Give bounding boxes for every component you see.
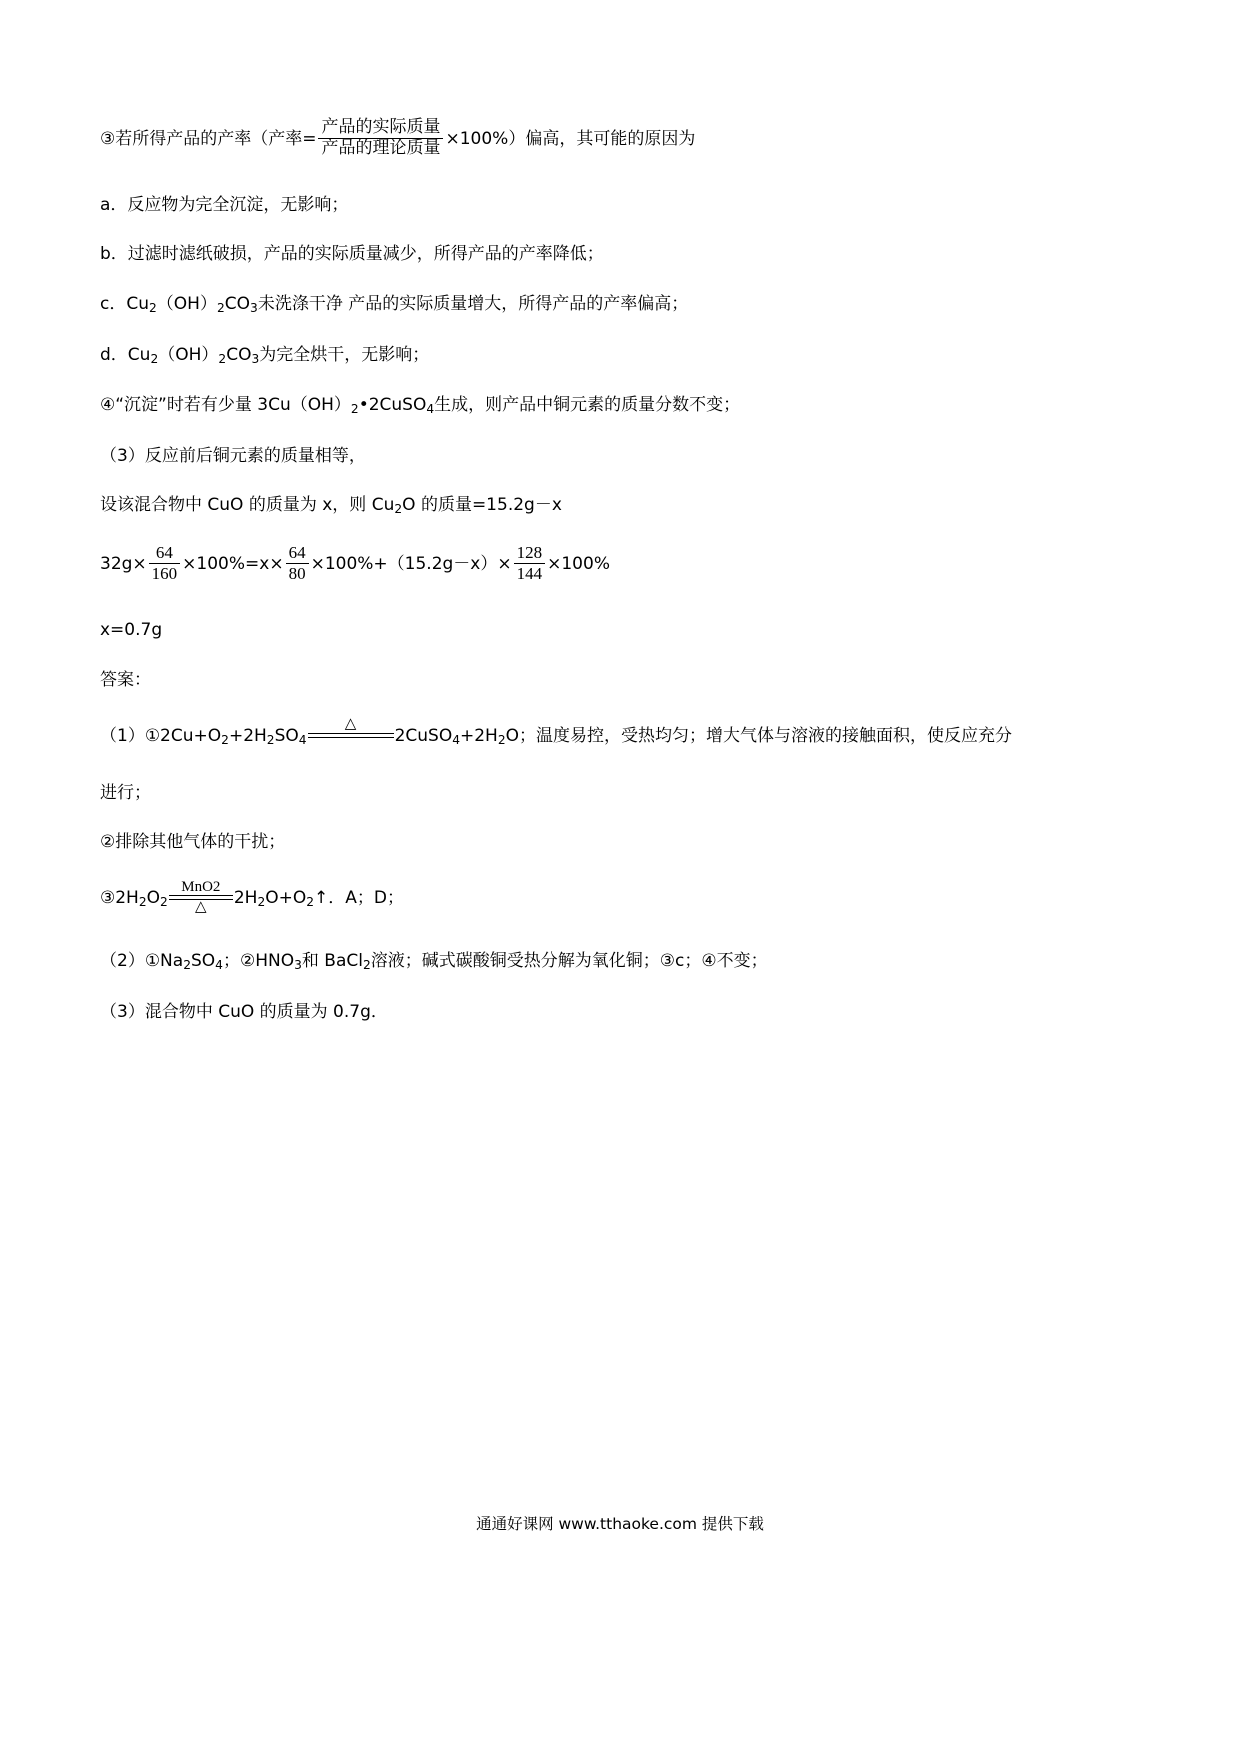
option-c-sub2: 2 — [216, 300, 225, 315]
answer-3-mid1: O — [146, 888, 161, 909]
page-footer — [0, 1512, 1240, 1534]
answer-heading-text: 答案： — [100, 669, 151, 690]
option-c-tail: 未洗涤干净 产品的实际质量增大，所得产品的产率偏高； — [257, 293, 689, 314]
answer-part-3 — [100, 1001, 1140, 1022]
answer-3-prefix: ③2H — [100, 888, 139, 909]
answer-1-sub1: 2 — [221, 732, 229, 747]
item-4-mid: •2CuSO — [358, 395, 427, 416]
option-d-prefix: d．Cu — [100, 344, 151, 365]
answer-1-sub3: 4 — [298, 732, 307, 747]
answer-1-sub4: 4 — [452, 732, 460, 747]
answer-part-2-sub4: 2 — [362, 958, 371, 973]
option-c-mid1: （OH） — [156, 293, 217, 314]
answer-part-2-mid2: ；②HNO — [222, 951, 295, 972]
option-d-tail: 为完全烘干，无影响； — [259, 344, 430, 365]
item-3-paren-text: （3）反应前后铜元素的质量相等， — [100, 446, 366, 467]
answer-3-sub1: 2 — [138, 895, 147, 910]
option-b-text: b．过滤时滤纸破损，产品的实际质量减少，所得产品的产率降低； — [100, 244, 604, 265]
item-4-prefix: ④“沉淀”时若有少量 3Cu（OH） — [100, 395, 351, 416]
answer-part-2-sub1: 2 — [183, 958, 191, 973]
answer-1-continued-text: 进行； — [100, 782, 151, 803]
option-d-sub3: 3 — [251, 351, 260, 366]
answer-1-mid3: +2H — [460, 725, 498, 746]
answer-2 — [100, 831, 1140, 852]
assumption-text — [100, 495, 562, 515]
reaction-arrow-mno2-below: △ — [195, 899, 207, 916]
option-c-mid2: CO — [224, 293, 251, 314]
option-d — [100, 344, 1140, 367]
assumption-prefix: 设该混合物中 CuO 的质量为 x，则 Cu — [100, 495, 395, 516]
answer-1-mid2: SO — [274, 725, 299, 746]
option-d-sub1: 2 — [150, 351, 159, 366]
answer-part-3-text: （3）混合物中 CuO 的质量为 0.7g． — [100, 1002, 388, 1023]
option-d-text — [100, 345, 429, 365]
yield-fraction-denominator: 产品的理论质量 — [321, 137, 441, 158]
assumption-sub: 2 — [394, 502, 403, 517]
yield-fraction-numerator: 产品的实际质量 — [318, 118, 443, 139]
answer-1-sub2: 2 — [266, 732, 275, 747]
equation-part-b: ×100%=x× — [182, 554, 284, 575]
yield-question-suffix: ×100%）偏高，其可能的原因为 — [445, 129, 696, 150]
answer-3-mid2: O+O — [265, 888, 307, 909]
reaction-arrow-heat-above: △ — [344, 716, 357, 733]
answer-1-sub5: 2 — [497, 732, 506, 747]
reaction-arrow-heat — [308, 717, 394, 753]
answer-3-sub2: 2 — [160, 895, 168, 910]
footer-text: 通通好课网 www.tthaoke.com 提供下载 — [476, 1515, 764, 1533]
item-4-text — [100, 395, 740, 415]
paragraph-yield-question — [100, 117, 1140, 160]
option-c — [100, 293, 1140, 316]
assumption-tail: O 的质量=15.2g－x — [402, 495, 562, 516]
answer-part-2-sub2: 4 — [215, 958, 223, 973]
answer-3-text — [100, 878, 405, 916]
answer-3-post: 2H — [233, 888, 258, 909]
yield-fraction — [318, 118, 443, 158]
yield-question-prefix: ③若所得产品的产率（产率= — [100, 129, 317, 150]
reaction-arrow-mno2-above: MnO2 — [181, 878, 221, 895]
equation-line — [100, 545, 1140, 585]
option-d-sub2: 2 — [218, 351, 227, 366]
answer-1-post: 2CuSO — [394, 725, 453, 746]
option-a — [100, 194, 1140, 215]
reaction-arrow-mno2 — [169, 880, 233, 916]
answer-1 — [100, 718, 1140, 754]
answer-part-2-text — [100, 951, 768, 971]
answer-1-mid4: O； — [505, 725, 537, 746]
document-body — [100, 117, 1140, 1050]
option-d-mid1: （OH） — [158, 344, 219, 365]
answer-part-2-prefix: （2）①Na — [100, 951, 184, 972]
item-4-sub2: 4 — [426, 402, 435, 417]
equation-fraction-2 — [286, 543, 309, 583]
assumption-line — [100, 494, 1140, 517]
answer-part-2-mid3: 和 BaCl — [301, 951, 363, 972]
item-4-sub1: 2 — [350, 402, 359, 417]
equation-part-a: 32g× — [100, 554, 147, 575]
answer-2-text: ②排除其他气体的干扰； — [100, 832, 286, 853]
answer-3-sub3: 2 — [257, 895, 266, 910]
equation-part-c: ×100%+（15.2g－x）× — [310, 554, 512, 575]
x-result — [100, 619, 1140, 640]
equation-part-d: ×100% — [547, 554, 610, 575]
answer-part-2-sub3: 3 — [294, 958, 302, 973]
option-c-sub1: 2 — [149, 300, 157, 315]
answer-part-2-mid1: SO — [191, 951, 216, 972]
answer-part-2-tail: 溶液；碱式碳酸铜受热分解为氧化铜；③c；④不变； — [370, 951, 768, 972]
answer-3 — [100, 878, 1140, 917]
answer-part-2 — [100, 950, 1140, 973]
answer-1-mid1: +2H — [228, 725, 267, 746]
option-d-mid2: CO — [226, 344, 252, 365]
answer-1-text — [100, 716, 1013, 747]
answer-1-continued — [100, 782, 1140, 803]
answer-1-tail: 温度易控，受热均匀；增大气体与溶液的接触面积，使反应充分 — [536, 725, 1013, 746]
x-result-text: x=0.7g — [100, 620, 163, 641]
equation-fraction-3-denominator: 144 — [516, 563, 543, 583]
equation-fraction-3-numerator: 128 — [514, 543, 546, 564]
answer-3-tail: ↑．A；D； — [314, 888, 405, 909]
option-b — [100, 243, 1140, 264]
equation-fraction-1 — [149, 543, 181, 583]
option-c-text — [100, 294, 688, 314]
equation-fraction-2-numerator: 64 — [286, 543, 309, 564]
item-3-paren — [100, 445, 1140, 466]
equation-fraction-3 — [514, 543, 546, 583]
item-4 — [100, 394, 1140, 417]
equation-fraction-1-numerator: 64 — [149, 543, 181, 564]
option-a-text: a．反应物为完全沉淀，无影响； — [100, 195, 349, 216]
equation-fraction-1-denominator: 160 — [151, 563, 178, 583]
option-c-sub3: 3 — [250, 300, 258, 315]
answer-3-sub4: 2 — [306, 895, 315, 910]
item-4-tail: 生成，则产品中铜元素的质量分数不变； — [434, 395, 741, 416]
answer-heading — [100, 669, 1140, 690]
reaction-arrow-heat-below — [308, 738, 394, 753]
equation-fraction-2-denominator: 80 — [288, 563, 306, 583]
answer-1-prefix: （1）①2Cu+O — [100, 725, 222, 746]
option-c-prefix: c．Cu — [100, 293, 149, 314]
